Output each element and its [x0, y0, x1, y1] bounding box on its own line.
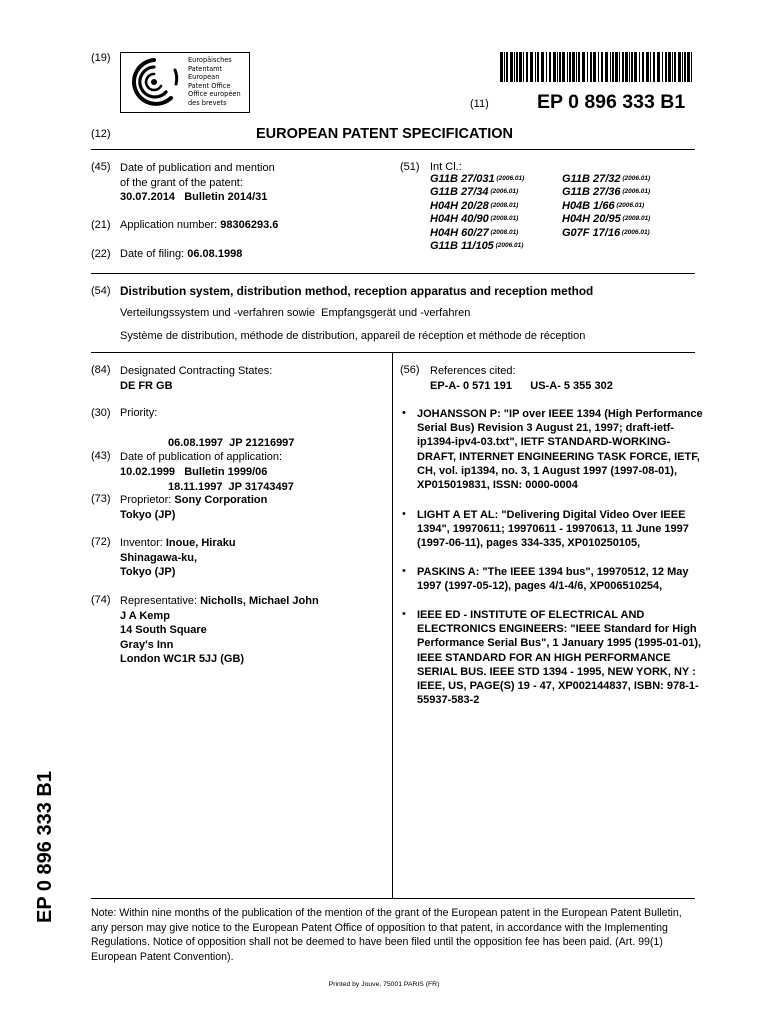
inid-56: (56) — [400, 364, 420, 376]
ipc-version: (2006.01) — [493, 242, 524, 250]
representative-line-3: Gray's Inn — [120, 638, 174, 651]
document-kind: EUROPEAN PATENT SPECIFICATION — [256, 126, 513, 142]
ipc-code — [430, 200, 524, 213]
ipc-code-text: H04B 1/66 — [562, 199, 615, 212]
reference-item — [402, 565, 702, 608]
logo-text-de-2: Patentamt — [188, 64, 223, 73]
ipc-code — [562, 173, 650, 186]
proprietor-city: Tokyo (JP) — [120, 508, 176, 521]
ipc-code — [562, 227, 650, 240]
app-number-label: Application number: — [120, 219, 218, 231]
ipc-version: (2008.01) — [620, 215, 651, 223]
ipc-version: (2006.01) — [494, 175, 525, 182]
logo-text-en-2: Patent Office — [188, 81, 231, 90]
ipc-version: (2006.01) — [620, 188, 651, 196]
ipc-code-text: G11B 27/36 — [562, 186, 621, 199]
reference-item — [402, 508, 702, 566]
logo-text-fr-2: des brevets — [188, 98, 227, 107]
proprietor-name: Sony Corporation — [174, 494, 268, 506]
reference-text: JOHANSSON P: "IP over IEEE 1394 (High Performance Serial Bus) Revision 3 August 21, 1997; draft-ietf-ip1394-ipv4-03.txt", IETF STANDARD-WORKING-DRAFT, INTERNET ENGINEERING TASK FORCE, IETF, CH, vol. ip1394, no. 3, 1 August 1997 (1997-08-01), XP015019831, ISSN: 0000-0004 — [417, 408, 703, 492]
representative-line-4: London WC1R 5JJ (GB) — [120, 653, 245, 665]
column-divider — [392, 352, 393, 898]
app-pub-value: 10.02.1999 Bulletin 1999/06 — [120, 465, 268, 478]
ipc-code-text: G11B 27/34 — [430, 186, 489, 199]
reference-text: IEEE ED - INSTITUTE OF ELECTRICAL AND ELECTRONICS ENGINEERS: "IEEE Standard for High Performance Serial Bus", 1 January 1995 (1995-01-01), IEEE STANDARD FOR AN HIGH PERFORMANCE SERIAL BUS. IEEE STD 1394 - 1995, NEW YORK, NY : IEEE, US, PAGE(S) 19 - 47, XP002144837, ISBN: 978-1-55937-583-2 — [417, 609, 702, 707]
inventor-name: Inoue, Hiraku — [165, 537, 236, 549]
ipc-code — [430, 227, 524, 240]
bullet: • — [402, 407, 406, 419]
ipc-code-text: G11B 27/32 — [562, 173, 621, 185]
inventor-label: Inventor: — [120, 537, 163, 549]
epo-emblem-icon — [123, 54, 185, 111]
logo-text-de-1: Europäisches — [188, 56, 232, 64]
priority-line-2: 18.11.1997 JP 31743497 — [168, 480, 294, 493]
reference-item — [402, 407, 702, 507]
inventor-line-2: Shinagawa-ku, — [120, 551, 198, 564]
reference-item — [402, 608, 702, 708]
int-cl-column-2 — [562, 173, 650, 240]
inid-74: (74) — [91, 594, 111, 606]
filing-label: Date of filing: — [120, 248, 185, 260]
designated-states — [120, 364, 272, 393]
ipc-version: (2008.01) — [488, 228, 519, 236]
inid-54: (54) — [91, 285, 111, 297]
ipc-code — [562, 213, 650, 226]
ipc-code — [562, 186, 650, 199]
ipc-version: (2006.01) — [488, 188, 519, 196]
filing-value: 06.08.1998 — [187, 248, 243, 260]
application-publication — [120, 450, 282, 479]
ipc-code-text: H04H 40/90 — [430, 213, 489, 226]
references-cited — [430, 364, 613, 393]
side-publication-number: EP 0 896 333 B1 — [34, 771, 56, 923]
ipc-code — [430, 240, 524, 253]
inid-73: (73) — [91, 493, 111, 505]
ipc-code-text: H04H 20/28 — [430, 199, 489, 212]
ipc-code-text: G11B 11/105 — [430, 240, 494, 253]
representative-line-1: J A Kemp — [120, 609, 170, 622]
application-number — [120, 219, 278, 231]
opposition-note: Note: Within nine months of the publication of the mention of the grant of the European patent in the European Patent Bulletin, any person may give notice to the European Patent Office of opposition to that patent, in accordance with the Implementing Regulations. Notice of opposition shall not be deemed to have been filed until the opposition fee has been paid. (Art. 99(1) European Patent Convention). — [91, 907, 682, 963]
states-value: DE FR GB — [120, 379, 173, 392]
app-number-value: 98306293.6 — [220, 219, 279, 231]
bullet: • — [402, 565, 406, 577]
ipc-version: (2006.01) — [614, 201, 645, 209]
publication-number: EP 0 896 333 B1 — [537, 91, 686, 113]
inid-11: (11) — [470, 98, 489, 110]
app-pub-label: Date of publication of application: — [120, 451, 283, 463]
inid-51: (51) — [400, 161, 420, 173]
header-rule — [91, 149, 695, 150]
proprietor-label: Proprietor: — [120, 494, 172, 506]
grant-value: 30.07.2014 Bulletin 2014/31 — [120, 191, 268, 203]
ipc-code — [430, 186, 524, 199]
references-label: References cited: — [430, 365, 516, 377]
note-rule — [91, 898, 695, 899]
priority-label: Priority: — [120, 407, 158, 419]
title-bottom-rule — [91, 352, 695, 353]
ipc-code-text: G11B 27/031 — [430, 173, 495, 185]
inid-22: (22) — [91, 248, 111, 260]
inid-72: (72) — [91, 536, 111, 548]
ipc-code — [562, 200, 650, 213]
barcode — [500, 52, 695, 82]
inventor — [120, 536, 236, 580]
ipc-version: (2008.01) — [488, 201, 519, 209]
printer-note: Printed by Jouve, 75001 PARIS (FR) — [328, 981, 440, 988]
barcode-bars — [500, 52, 695, 82]
inid-30: (30) — [91, 407, 111, 419]
ipc-version: (2006.01) — [620, 175, 651, 182]
reference-text: LIGHT A ET AL: "Delivering Digital Video Over IEEE 1394", 19970611; 19970611 - 19970613, 11 June 1997 (1997-06-11), pages 334-335, XP010250105, — [417, 509, 689, 550]
ipc-version: (2006.01) — [620, 228, 650, 236]
epo-logo — [120, 52, 250, 113]
title-top-rule — [91, 273, 695, 274]
int-cl-label: Int Cl.: — [430, 161, 462, 173]
states-label: Designated Contracting States: — [120, 365, 273, 377]
inid-12: (12) — [91, 128, 111, 140]
bullet: • — [402, 608, 406, 620]
int-cl-column-1 — [430, 173, 524, 253]
title-english: Distribution system, distribution method, reception apparatus and reception method — [120, 284, 594, 298]
ipc-code-text: H04H 60/27 — [430, 226, 489, 239]
inid-45: (45) — [91, 161, 111, 173]
inid-84: (84) — [91, 364, 111, 376]
filing-date — [120, 248, 242, 260]
title-german: Verteilungssystem und -verfahren sowie Empfangsgerät und -verfahren — [120, 307, 471, 319]
representative-label: Representative: — [120, 595, 198, 607]
inid-19: (19) — [91, 52, 111, 64]
logo-text-en-1: European — [188, 73, 220, 82]
inid-43: (43) — [91, 450, 111, 462]
ipc-code — [430, 173, 524, 186]
inid-21: (21) — [91, 219, 111, 231]
patent-references: EP-A- 0 571 191 US-A- 5 355 302 — [430, 379, 613, 392]
ipc-code — [430, 213, 524, 226]
representative-name: Nicholls, Michael John — [200, 595, 319, 607]
representative — [120, 594, 319, 667]
reference-text: PASKINS A: "The IEEE 1394 bus", 19970512, 12 May 1997 (1997-05-12), pages 4/1-4/6, XP006510254, — [417, 566, 689, 593]
inventor-line-3: Tokyo (JP) — [120, 566, 176, 578]
grant-publication — [120, 161, 275, 205]
title-french: Système de distribution, méthode de distribution, appareil de réception et méthode de réception — [120, 330, 586, 342]
grant-label-1: Date of publication and mention — [120, 162, 275, 174]
grant-label-2: of the grant of the patent: — [120, 176, 243, 189]
representative-line-2: 14 South Square — [120, 624, 207, 636]
priority-line-1: 06.08.1997 JP 21216997 — [168, 437, 295, 449]
proprietor — [120, 493, 267, 522]
ipc-code-text: H04H 20/95 — [562, 213, 621, 226]
ipc-code-text: G07F 17/16 — [562, 226, 621, 239]
ipc-version: (2008.01) — [488, 215, 519, 223]
logo-text-fr-1: Office européen — [188, 90, 241, 99]
bullet: • — [402, 508, 406, 520]
